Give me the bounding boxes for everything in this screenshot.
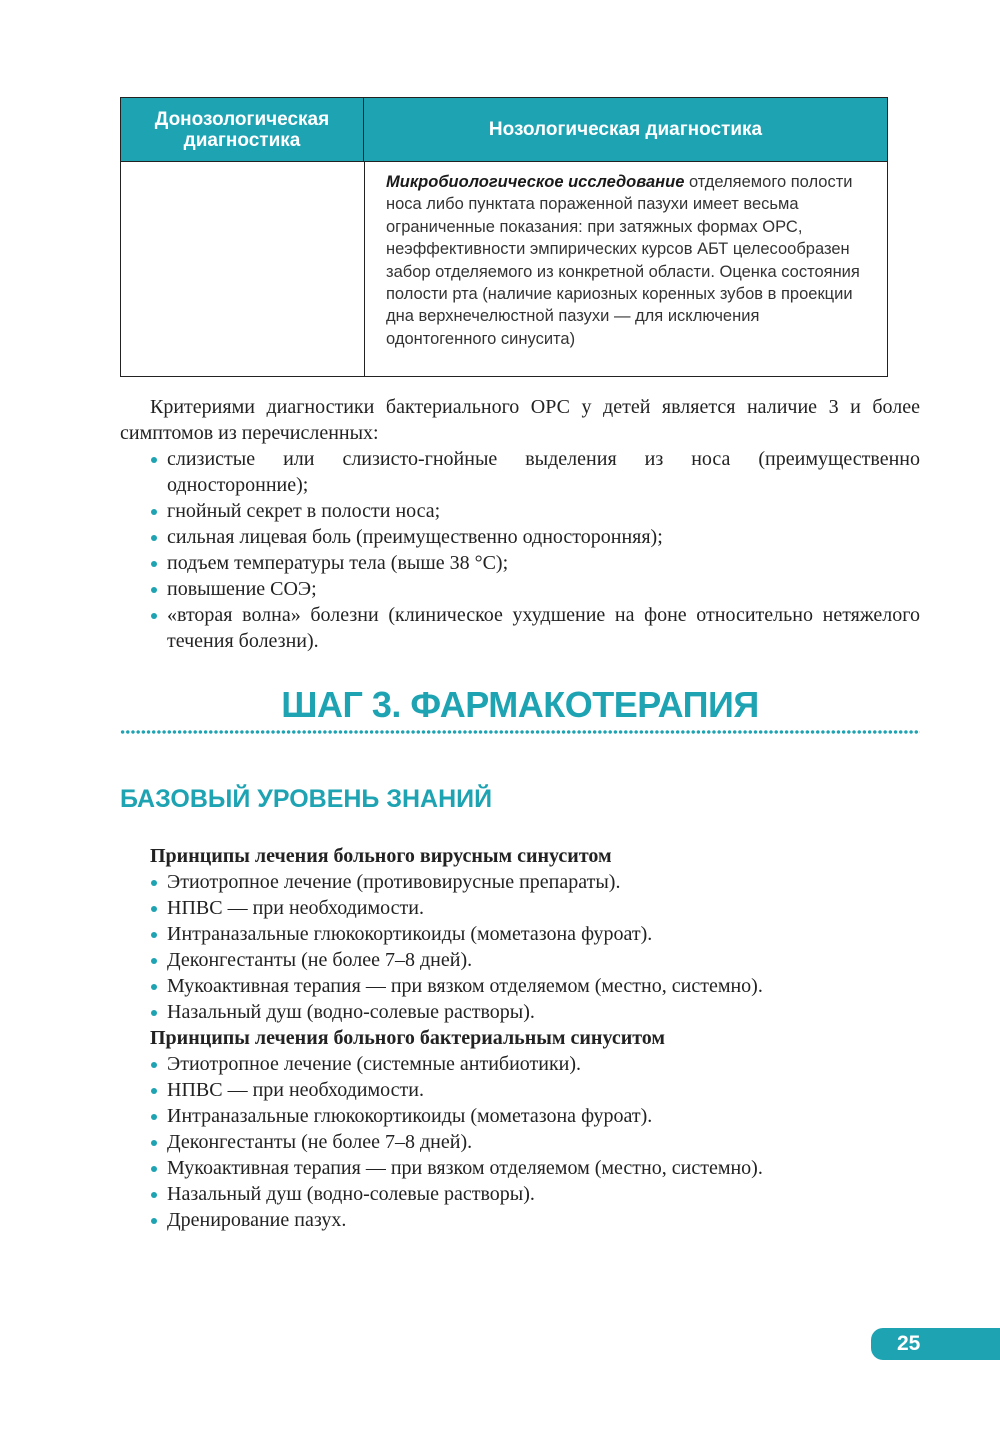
list-item: НПВС — при необходимости. bbox=[120, 895, 920, 921]
list-item: сильная лицевая боль (преимущественно односторонняя); bbox=[120, 524, 920, 550]
table-cell-nosological bbox=[386, 171, 871, 350]
list-item: Деконгестанты (не более 7–8 дней). bbox=[120, 947, 920, 973]
header-nosological: Нозологическая диагностика bbox=[488, 119, 763, 140]
list-item: подъем температуры тела (выше 38 °С); bbox=[120, 550, 920, 576]
subsection-title: БАЗОВЫЙ УРОВЕНЬ ЗНАНИЙ bbox=[120, 785, 493, 813]
list-item: повышение СОЭ; bbox=[120, 576, 920, 602]
dotted-divider bbox=[120, 729, 920, 735]
cell-text: отделяемого полости носа либо пунктата пораженной пазухи имеет весьма ограниченные показания: при затяжных формах ОРС, неэффективности эмпирических курсов АБТ целесообразен забор отделяемого из конкретной области. Оценка состояния полости рта (наличие кариозных коренных зубов в проекции дна верхнечелюстной пазухи — для исключения одонтогенного синусита) bbox=[386, 173, 860, 348]
list-item: «вторая волна» болезни (клиническое ухудшение на фоне относительно нетяжелого течения болезни). bbox=[120, 602, 920, 654]
criteria-intro: Критериями диагностики бактериального ОРС у детей является наличие 3 и более симптомов из перечисленных: bbox=[120, 396, 920, 444]
diagnostics-table bbox=[120, 97, 888, 377]
list-item: Этиотропное лечение (противовирусные препараты). bbox=[120, 869, 920, 895]
table-divider bbox=[364, 162, 365, 376]
list-item: Назальный душ (водно-солевые растворы). bbox=[120, 999, 920, 1025]
list-item: гнойный секрет в полости носа; bbox=[120, 498, 920, 524]
list-item: Деконгестанты (не более 7–8 дней). bbox=[120, 1129, 920, 1155]
list-item: Интраназальные глюкокортикоиды (мометазона фуроат). bbox=[120, 1103, 920, 1129]
list-item: Мукоактивная терапия — при вязком отделяемом (местно, системно). bbox=[120, 1155, 920, 1181]
list-item: НПВС — при необходимости. bbox=[120, 1077, 920, 1103]
list-item: Интраназальные глюкокортикоиды (мометазона фуроат). bbox=[120, 921, 920, 947]
section-title: ШАГ 3. ФАРМАКОТЕРАПИЯ bbox=[281, 684, 759, 725]
list-item: Мукоактивная терапия — при вязком отделяемом (местно, системно). bbox=[120, 973, 920, 999]
cell-bold-term: Микробиологическое исследование bbox=[386, 173, 685, 191]
criteria-list bbox=[120, 446, 920, 654]
list-item: Назальный душ (водно-солевые растворы). bbox=[120, 1181, 920, 1207]
viral-list bbox=[120, 869, 920, 1025]
bacterial-title: Принципы лечения больного бактериальным синуситом bbox=[150, 1027, 666, 1049]
table-header bbox=[121, 98, 887, 162]
header-prenosological: Донозологическая диагностика bbox=[121, 98, 364, 161]
list-item: Этиотропное лечение (системные антибиотики). bbox=[120, 1051, 920, 1077]
page-number-tab bbox=[871, 1328, 1000, 1360]
list-item: Дренирование пазух. bbox=[120, 1207, 920, 1233]
criteria-block bbox=[120, 394, 920, 654]
bacterial-list bbox=[120, 1051, 920, 1233]
treatment-block bbox=[120, 843, 920, 1233]
list-item: слизистые или слизисто-гнойные выделения из носа (преимущественно односторонние); bbox=[120, 446, 920, 498]
viral-title: Принципы лечения больного вирусным синуситом bbox=[150, 845, 612, 867]
page-number: 25 bbox=[897, 1332, 921, 1355]
